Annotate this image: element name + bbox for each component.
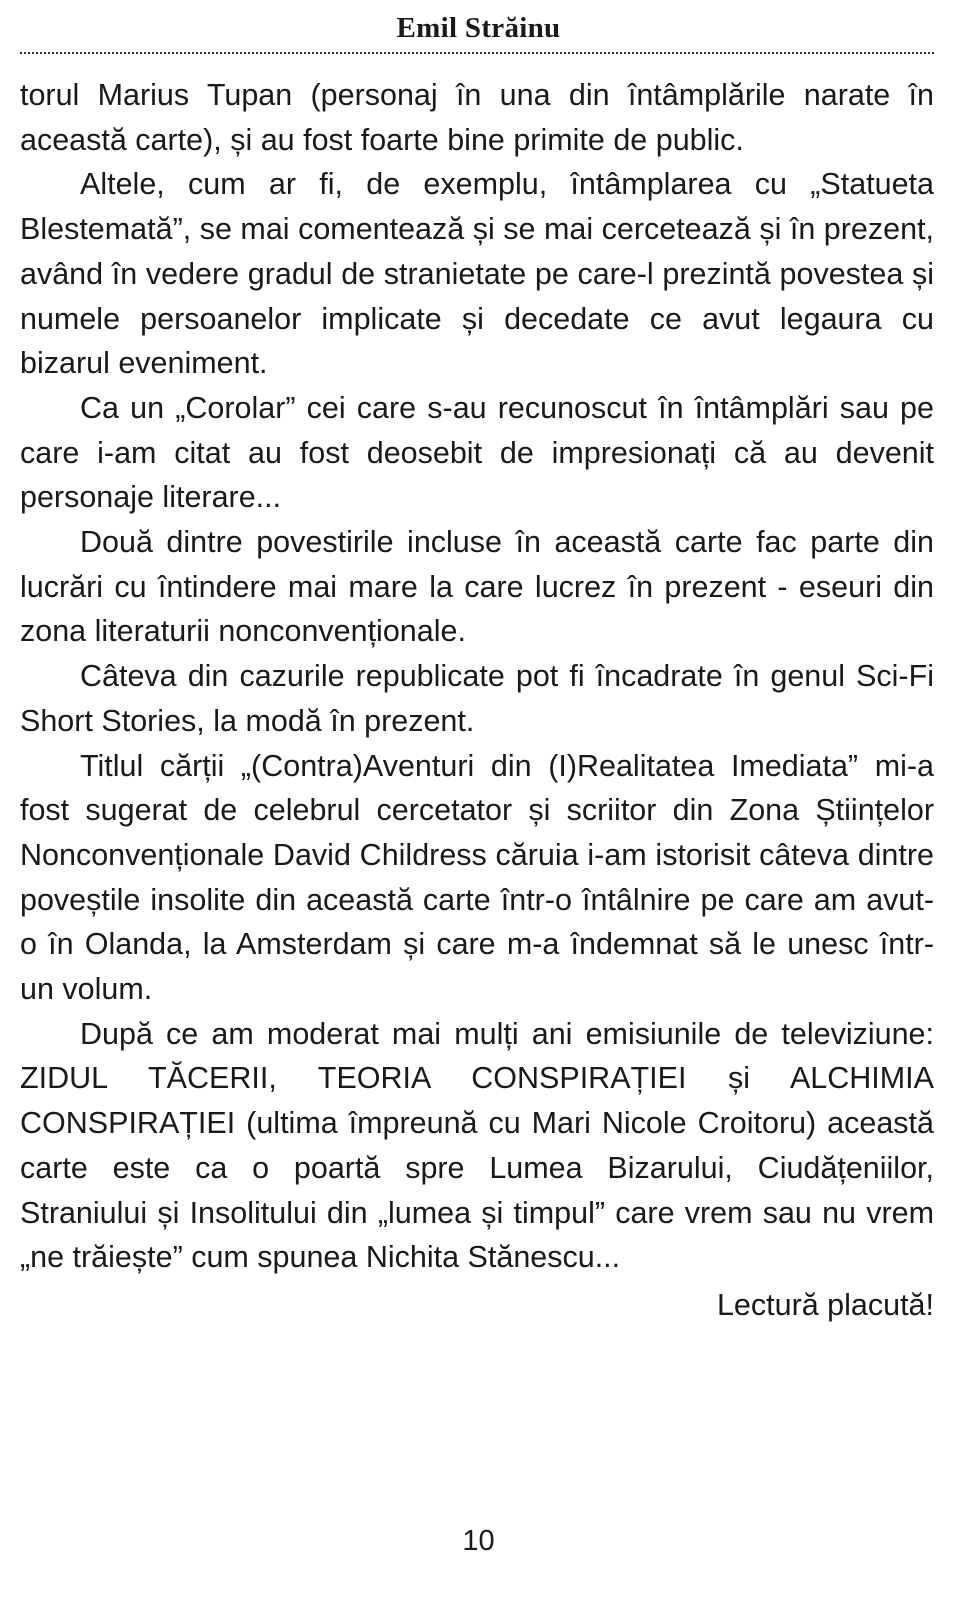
paragraph: Două dintre povestirile incluse în această carte fac parte din lucrări cu întindere mai mare la care lucrez în prezent - eseuri din zona literaturii nonconvenționale.	[20, 525, 934, 649]
paragraph: Ca un „Corolar” cei care s-au recunoscut în întâmplări sau pe care i-am citat au fost deosebit de impresionați că au devenit personaje literare...	[20, 390, 934, 515]
closing-line: Lectură placută!	[716, 1287, 934, 1322]
page-body	[20, 73, 934, 1328]
paragraph: Câteva din cazurile republicate pot fi încadrate în genul Sci-Fi Short Stories, la modă în prezent.	[20, 659, 934, 738]
paragraph: Altele, cum ar fi, de exemplu, întâmplarea cu „Statueta Blestemată”, se mai comentează și se mai cercetează și în prezent, având în vedere gradul de stranietate pe care-l prezintă povestea și numele persoanelor implicate și decedate ce avut legaura cu bizarul eveniment.	[20, 167, 934, 381]
dotted-divider	[20, 52, 934, 54]
paragraph: Titlul cărții „(Contra)Aventuri din (I)Realitatea Imediata” mi-a fost sugerat de celebrul cercetator și scriitor din Zona Științelor Nonconvenționale David Childress căruia i-am istorisit câteva dintre poveștile insolite din această carte într-o întâlnire pe care am avut-o în Olanda, la Amsterdam și care m-a îndemnat să le unesc într-un volum.	[20, 748, 934, 1007]
running-head-author: Emil Străinu	[396, 12, 561, 44]
page-number: 10	[462, 1525, 495, 1557]
paragraph: După ce am moderat mai mulți ani emisiunile de televiziune: ZIDUL TĂCERII, TEORIA CONSPIRAȚIEI și ALCHIMIA CONSPIRAȚIEI (ultima împreună cu Mari Nicole Croitoru) această carte este ca o poartă spre Lumea Bizarului, Ciudățeniilor, Straniului și Insolitului din „lumea și timpul” care vrem sau nu vrem „ne trăiește” cum spunea Nichita Stănescu...	[20, 1016, 934, 1275]
paragraph-continuation: torul Marius Tupan (personaj în una din întâmplările narate în această carte), și au fost foarte bine primite de public.	[20, 78, 934, 157]
